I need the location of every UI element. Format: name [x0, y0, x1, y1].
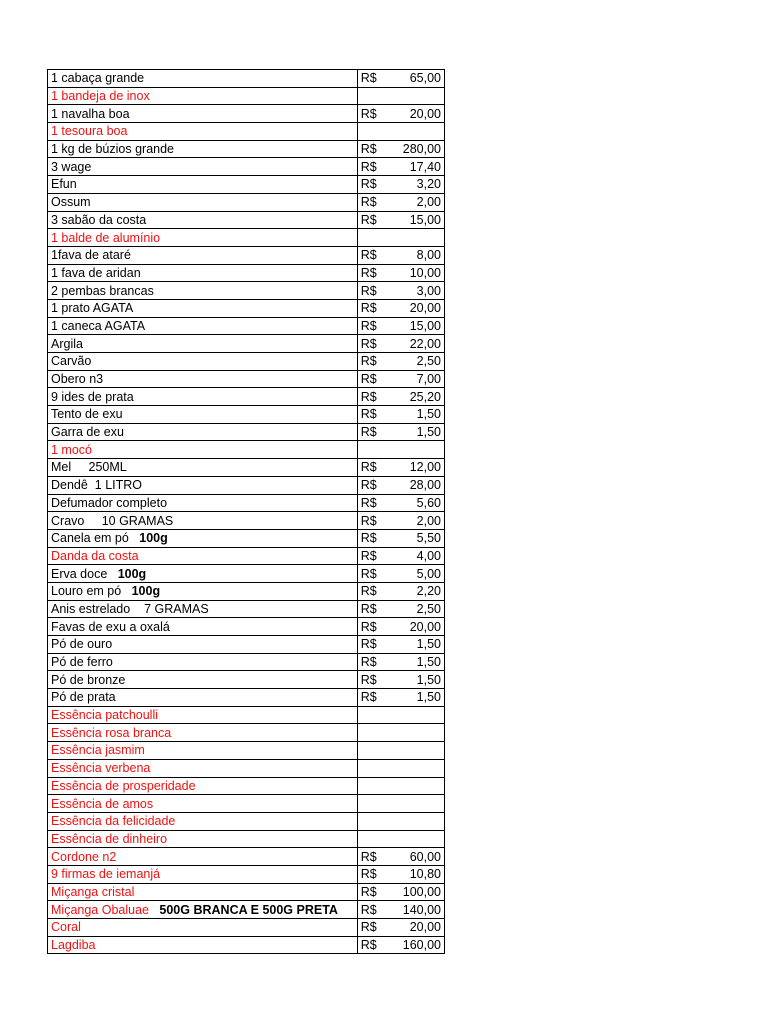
table-row	[48, 70, 445, 88]
price-value: 1,50	[416, 425, 441, 440]
price-list-body	[48, 70, 445, 954]
item-price-cell[interactable]	[357, 441, 444, 459]
item-name-cell[interactable]	[48, 618, 358, 636]
table-row	[48, 193, 445, 211]
item-name: Pó de bronze	[51, 672, 126, 687]
item-name: Mel 250ML	[51, 460, 127, 475]
table-row	[48, 246, 445, 264]
item-price-cell[interactable]	[357, 211, 444, 229]
item-name-cell[interactable]	[48, 246, 358, 264]
item-name-cell[interactable]	[48, 105, 358, 123]
currency-symbol: R$	[360, 566, 377, 581]
item-name: 3 sabão da costa	[51, 212, 147, 227]
item-name-cell[interactable]	[48, 848, 358, 866]
table-row	[48, 282, 445, 300]
item-name-cell[interactable]	[48, 865, 358, 883]
item-price-cell[interactable]	[357, 246, 444, 264]
currency-symbol: R$	[360, 938, 377, 953]
item-price-cell[interactable]	[357, 742, 444, 760]
item-name: 9 ides de prata	[51, 389, 134, 404]
item-name-cell[interactable]	[48, 335, 358, 353]
currency-symbol: R$	[360, 106, 377, 121]
item-name: 1 navalha boa	[51, 106, 130, 121]
table-row	[48, 353, 445, 371]
price-value: 65,00	[409, 71, 441, 86]
item-name-cell[interactable]	[48, 264, 358, 282]
item-name-cell[interactable]	[48, 176, 358, 194]
item-price-cell[interactable]	[357, 317, 444, 335]
table-row	[48, 140, 445, 158]
price-value: 15,00	[409, 318, 441, 333]
table-row	[48, 689, 445, 707]
price-value: 12,00	[409, 460, 441, 475]
table-row	[48, 600, 445, 618]
item-price-cell[interactable]	[357, 600, 444, 618]
currency-symbol: R$	[360, 637, 377, 652]
price-value: 100,00	[402, 884, 441, 899]
price-value: 2,50	[416, 354, 441, 369]
item-name-cell[interactable]	[48, 724, 358, 742]
currency-symbol: R$	[360, 354, 377, 369]
item-name-cell[interactable]	[48, 193, 358, 211]
item-price-cell[interactable]	[357, 140, 444, 158]
item-price-cell[interactable]	[357, 759, 444, 777]
item-name: Anis estrelado 7 GRAMAS	[51, 601, 209, 616]
item-name-cell[interactable]	[48, 742, 358, 760]
table-row	[48, 742, 445, 760]
price-value: 5,00	[416, 566, 441, 581]
item-name: Cravo 10 GRAMAS	[51, 513, 174, 528]
item-name-cell[interactable]	[48, 123, 358, 141]
item-name: Tento de exu	[51, 407, 123, 422]
currency-symbol: R$	[360, 389, 377, 404]
price-value: 2,50	[416, 601, 441, 616]
item-name: 1 kg de búzios grande	[51, 142, 175, 157]
item-name-cell[interactable]	[48, 512, 358, 530]
item-price-cell[interactable]	[357, 406, 444, 424]
item-name: 1 caneca AGATA	[51, 318, 146, 333]
item-quantity-note: 100g	[131, 584, 161, 599]
item-price-cell[interactable]	[357, 87, 444, 105]
item-name: Efun	[51, 177, 77, 192]
item-name: Argila	[51, 336, 83, 351]
item-price-cell[interactable]	[357, 176, 444, 194]
currency-symbol: R$	[360, 584, 377, 599]
item-name-cell[interactable]	[48, 406, 358, 424]
price-value: 2,00	[416, 513, 441, 528]
currency-symbol: R$	[360, 283, 377, 298]
item-price-cell[interactable]	[357, 229, 444, 247]
table-row	[48, 565, 445, 583]
item-price-cell[interactable]	[357, 812, 444, 830]
item-price-cell[interactable]	[357, 547, 444, 565]
item-price-cell[interactable]	[357, 158, 444, 176]
item-price-cell[interactable]	[357, 848, 444, 866]
table-row	[48, 494, 445, 512]
item-price-cell[interactable]	[357, 883, 444, 901]
currency-symbol: R$	[360, 531, 377, 546]
item-name: Pó de ouro	[51, 637, 113, 652]
table-row	[48, 441, 445, 459]
table-row	[48, 618, 445, 636]
table-row	[48, 87, 445, 105]
item-name-cell[interactable]	[48, 388, 358, 406]
item-name-cell[interactable]	[48, 759, 358, 777]
currency-symbol: R$	[360, 460, 377, 475]
item-name-cell[interactable]	[48, 441, 358, 459]
currency-symbol: R$	[360, 159, 377, 174]
item-price-cell[interactable]	[357, 370, 444, 388]
item-name-cell[interactable]	[48, 883, 358, 901]
currency-symbol: R$	[360, 867, 377, 882]
item-name-cell[interactable]	[48, 87, 358, 105]
table-row	[48, 883, 445, 901]
table-row	[48, 636, 445, 654]
table-row	[48, 476, 445, 494]
table-row	[48, 582, 445, 600]
item-name-cell[interactable]	[48, 140, 358, 158]
item-name-cell[interactable]	[48, 529, 358, 547]
table-row	[48, 264, 445, 282]
currency-symbol: R$	[360, 672, 377, 687]
table-row	[48, 105, 445, 123]
item-name: Essência de amos	[51, 796, 154, 811]
currency-symbol: R$	[360, 690, 377, 705]
item-name-cell[interactable]	[48, 636, 358, 654]
item-name: Lagdiba	[51, 938, 96, 953]
price-value: 280,00	[402, 142, 441, 157]
item-name-cell[interactable]	[48, 901, 358, 919]
table-row	[48, 158, 445, 176]
table-row	[48, 512, 445, 530]
item-name: 1 bandeja de inox	[51, 89, 150, 104]
item-name-cell[interactable]	[48, 547, 358, 565]
table-row	[48, 229, 445, 247]
item-name: Ossum	[51, 195, 91, 210]
item-name-cell[interactable]	[48, 600, 358, 618]
item-price-cell[interactable]	[357, 777, 444, 795]
item-name-cell[interactable]	[48, 494, 358, 512]
item-price-cell[interactable]	[357, 582, 444, 600]
item-price-cell[interactable]	[357, 618, 444, 636]
currency-symbol: R$	[360, 71, 377, 86]
item-price-cell[interactable]	[357, 494, 444, 512]
price-value: 160,00	[402, 938, 441, 953]
item-name-cell[interactable]	[48, 706, 358, 724]
table-row	[48, 211, 445, 229]
item-name: 9 firmas de iemanjá	[51, 867, 161, 882]
item-price-cell[interactable]	[357, 512, 444, 530]
item-price-cell[interactable]	[357, 388, 444, 406]
price-value: 1,50	[416, 690, 441, 705]
table-row	[48, 812, 445, 830]
item-name: 2 pembas brancas	[51, 283, 154, 298]
item-price-cell[interactable]	[357, 423, 444, 441]
item-price-cell[interactable]	[357, 636, 444, 654]
item-name: Essência verbena	[51, 761, 151, 776]
currency-symbol: R$	[360, 372, 377, 387]
currency-symbol: R$	[360, 248, 377, 263]
item-name: 3 wage	[51, 159, 92, 174]
currency-symbol: R$	[360, 142, 377, 157]
item-name: Essência de dinheiro	[51, 831, 168, 846]
table-row	[48, 299, 445, 317]
item-name-cell[interactable]	[48, 582, 358, 600]
price-value: 20,00	[409, 106, 441, 121]
item-price-cell[interactable]	[357, 264, 444, 282]
price-value: 7,00	[416, 372, 441, 387]
currency-symbol: R$	[360, 177, 377, 192]
currency-symbol: R$	[360, 425, 377, 440]
item-name: Favas de exu a oxalá	[51, 619, 170, 634]
item-price-cell[interactable]	[357, 299, 444, 317]
price-value: 8,00	[416, 248, 441, 263]
item-name-cell[interactable]	[48, 317, 358, 335]
price-value: 10,00	[409, 265, 441, 280]
price-value: 28,00	[409, 478, 441, 493]
table-row	[48, 795, 445, 813]
table-row	[48, 706, 445, 724]
currency-symbol: R$	[360, 212, 377, 227]
currency-symbol: R$	[360, 301, 377, 316]
item-name: Dendê 1 LITRO	[51, 478, 143, 493]
currency-symbol: R$	[360, 601, 377, 616]
currency-symbol: R$	[360, 195, 377, 210]
item-name-cell[interactable]	[48, 229, 358, 247]
item-name: Canela em pó	[51, 531, 129, 546]
item-price-cell[interactable]	[357, 105, 444, 123]
item-name: 1 cabaça grande	[51, 71, 145, 86]
table-row	[48, 335, 445, 353]
table-row	[48, 759, 445, 777]
item-name: 1 fava de aridan	[51, 265, 141, 280]
table-row	[48, 547, 445, 565]
item-name-cell[interactable]	[48, 476, 358, 494]
item-name-cell[interactable]	[48, 919, 358, 937]
item-price-cell[interactable]	[357, 689, 444, 707]
item-price-cell[interactable]	[357, 282, 444, 300]
item-price-cell[interactable]	[357, 901, 444, 919]
item-name: Carvão	[51, 354, 92, 369]
item-name-cell[interactable]	[48, 282, 358, 300]
table-row	[48, 671, 445, 689]
currency-symbol: R$	[360, 478, 377, 493]
table-row	[48, 317, 445, 335]
table-row	[48, 865, 445, 883]
currency-symbol: R$	[360, 265, 377, 280]
item-name: 1 balde de alumínio	[51, 230, 161, 245]
price-value: 1,50	[416, 672, 441, 687]
item-price-cell[interactable]	[357, 706, 444, 724]
item-name: Miçanga cristal	[51, 884, 135, 899]
table-row	[48, 936, 445, 954]
item-quantity-note: 500G BRANCA E 500G PRETA	[159, 902, 338, 917]
price-value: 5,50	[416, 531, 441, 546]
currency-symbol: R$	[360, 495, 377, 510]
item-name-cell[interactable]	[48, 689, 358, 707]
item-name-cell[interactable]	[48, 211, 358, 229]
table-row	[48, 406, 445, 424]
currency-symbol: R$	[360, 336, 377, 351]
currency-symbol: R$	[360, 513, 377, 528]
item-name: Erva doce	[51, 566, 108, 581]
item-quantity-note: 100g	[117, 566, 147, 581]
table-row	[48, 653, 445, 671]
item-price-cell[interactable]	[357, 795, 444, 813]
price-value: 2,00	[416, 195, 441, 210]
price-value: 5,60	[416, 495, 441, 510]
item-name: 1 mocó	[51, 442, 92, 457]
item-quantity-note: 100g	[139, 531, 168, 546]
table-row	[48, 388, 445, 406]
currency-symbol: R$	[360, 884, 377, 899]
item-price-cell[interactable]	[357, 123, 444, 141]
table-row	[48, 370, 445, 388]
item-name-cell[interactable]	[48, 830, 358, 848]
item-price-cell[interactable]	[357, 724, 444, 742]
item-name: Garra de exu	[51, 425, 124, 440]
price-value: 20,00	[409, 920, 441, 935]
item-price-cell[interactable]	[357, 830, 444, 848]
table-row	[48, 176, 445, 194]
item-name: 1 tesoura boa	[51, 124, 128, 139]
price-value: 1,50	[416, 407, 441, 422]
item-name-cell[interactable]	[48, 353, 358, 371]
table-row	[48, 848, 445, 866]
price-value: 3,00	[416, 283, 441, 298]
currency-symbol: R$	[360, 318, 377, 333]
currency-symbol: R$	[360, 849, 377, 864]
table-row	[48, 423, 445, 441]
item-name-cell[interactable]	[48, 936, 358, 954]
currency-symbol: R$	[360, 920, 377, 935]
item-price-cell[interactable]	[357, 193, 444, 211]
item-name-cell[interactable]	[48, 653, 358, 671]
price-list-table	[47, 69, 445, 954]
price-value: 60,00	[409, 849, 441, 864]
item-name-cell[interactable]	[48, 459, 358, 477]
table-row	[48, 459, 445, 477]
item-price-cell[interactable]	[357, 529, 444, 547]
item-name-cell[interactable]	[48, 671, 358, 689]
price-value: 20,00	[409, 619, 441, 634]
price-value: 140,00	[402, 902, 441, 917]
item-price-cell[interactable]	[357, 671, 444, 689]
price-value: 1,50	[416, 637, 441, 652]
item-name-cell[interactable]	[48, 812, 358, 830]
item-name-cell[interactable]	[48, 70, 358, 88]
item-name: Miçanga Obaluae	[51, 902, 149, 917]
item-price-cell[interactable]	[357, 865, 444, 883]
price-value: 4,00	[416, 548, 441, 563]
item-name: Coral	[51, 920, 81, 935]
item-name: Cordone n2	[51, 849, 117, 864]
item-name-cell[interactable]	[48, 158, 358, 176]
table-row	[48, 724, 445, 742]
item-name: Louro em pó	[51, 584, 122, 599]
item-name-cell[interactable]	[48, 423, 358, 441]
item-name: Danda da costa	[51, 548, 139, 563]
item-name-cell[interactable]	[48, 795, 358, 813]
item-price-cell[interactable]	[357, 936, 444, 954]
currency-symbol: R$	[360, 655, 377, 670]
currency-symbol: R$	[360, 619, 377, 634]
item-name: Pó de ferro	[51, 655, 113, 670]
price-value: 10,80	[409, 867, 441, 882]
currency-symbol: R$	[360, 548, 377, 563]
item-name-cell[interactable]	[48, 565, 358, 583]
item-price-cell[interactable]	[357, 653, 444, 671]
item-name: Obero n3	[51, 372, 104, 387]
price-value: 20,00	[409, 301, 441, 316]
price-value: 22,00	[409, 336, 441, 351]
item-name: Essência jasmim	[51, 743, 145, 758]
item-price-cell[interactable]	[357, 919, 444, 937]
price-value: 2,20	[416, 584, 441, 599]
table-row	[48, 123, 445, 141]
item-price-cell[interactable]	[357, 70, 444, 88]
item-name: Essência da felicidade	[51, 814, 176, 829]
table-row	[48, 777, 445, 795]
item-price-cell[interactable]	[357, 476, 444, 494]
table-row	[48, 919, 445, 937]
currency-symbol: R$	[360, 902, 377, 917]
item-price-cell[interactable]	[357, 335, 444, 353]
price-value: 3,20	[416, 177, 441, 192]
item-price-cell[interactable]	[357, 459, 444, 477]
table-row	[48, 529, 445, 547]
price-value: 17,40	[409, 159, 441, 174]
price-value: 15,00	[409, 212, 441, 227]
item-name: 1fava de ataré	[51, 248, 131, 263]
item-name: Pó de prata	[51, 690, 116, 705]
item-name: Essência rosa branca	[51, 725, 172, 740]
currency-symbol: R$	[360, 407, 377, 422]
table-row	[48, 830, 445, 848]
item-price-cell[interactable]	[357, 565, 444, 583]
item-name-cell[interactable]	[48, 777, 358, 795]
item-name-cell[interactable]	[48, 370, 358, 388]
item-price-cell[interactable]	[357, 353, 444, 371]
table-row	[48, 901, 445, 919]
price-value: 25,20	[409, 389, 441, 404]
item-name-cell[interactable]	[48, 299, 358, 317]
item-name: Essência de prosperidade	[51, 778, 196, 793]
item-name: 1 prato AGATA	[51, 301, 134, 316]
price-value: 1,50	[416, 655, 441, 670]
item-name: Essência patchoulli	[51, 708, 159, 723]
item-name: Defumador completo	[51, 495, 168, 510]
